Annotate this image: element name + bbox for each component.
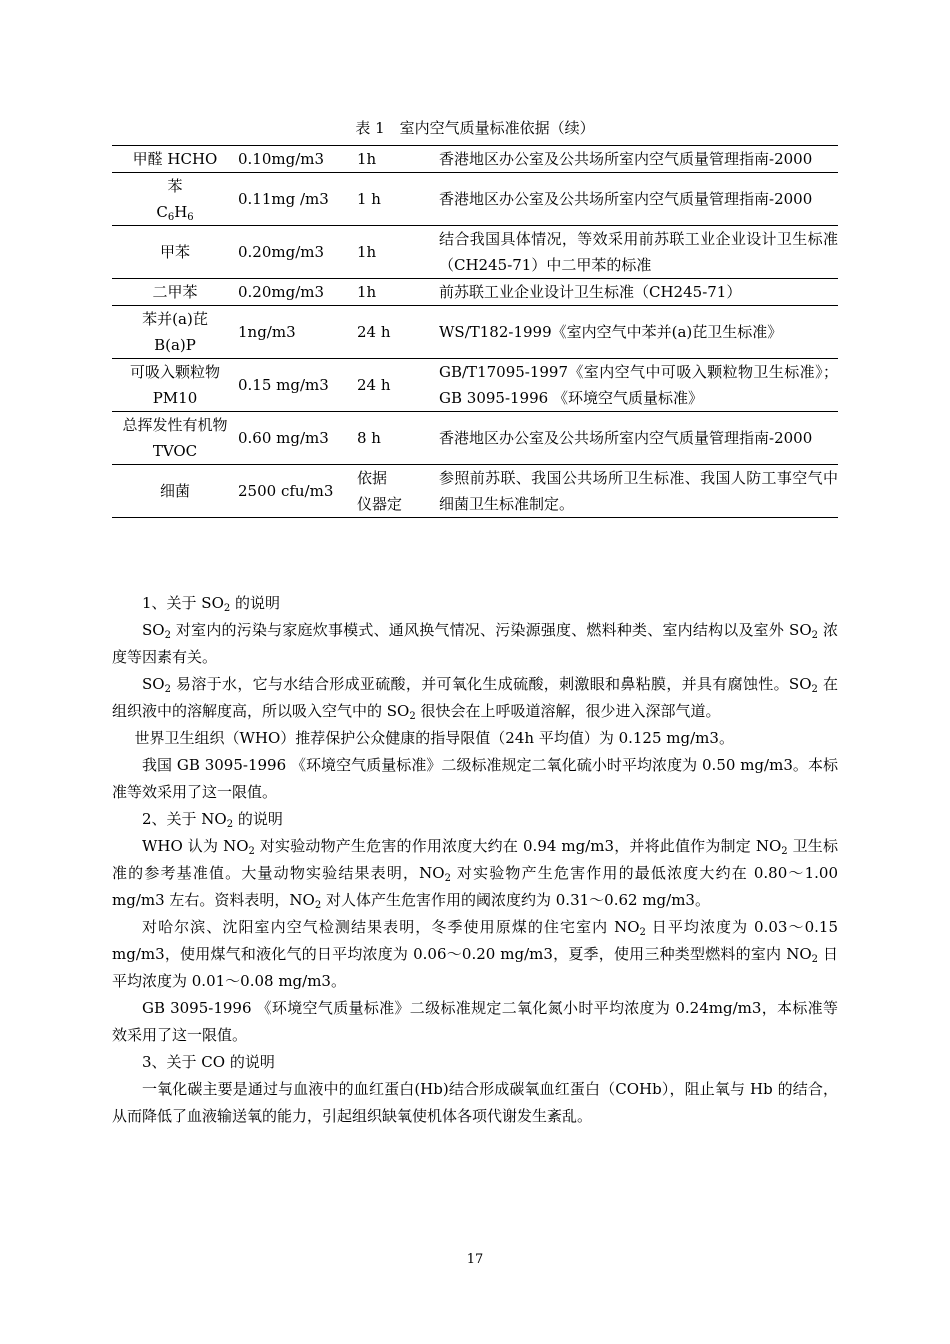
paragraph: GB 3095-1996 《环境空气质量标准》二级标准规定二氧化氮小时平均浓度为 0.24mg/m3，本标准等效采用了这一限值。 [112, 999, 838, 1044]
table-row [112, 465, 838, 518]
table-row [112, 226, 838, 279]
paragraph: 对哈尔滨、沈阳室内空气检测结果表明，冬季使用原煤的住宅室内 $NO_2$ 日平均浓度为 0.03～0.15 mg/m3，使用煤气和液化气的日平均浓度为 0.06～0.20 mg/m3，夏季，使用三种类型燃料的室内 $NO_2$ 日平均浓度为 0.01～0.08 mg/m3。 [112, 918, 838, 990]
standard-basis: 香港地区办公室及公共场所室内空气质量管理指南-2000 [439, 190, 813, 208]
paragraph: 我国 GB 3095-1996 《环境空气质量标准》二级标准规定二氧化硫小时平均浓度为 0.50 mg/m3。本标准等效采用了这一限值。 [112, 756, 838, 801]
pollutant-name: 可吸入颗粒物 PM10 [129, 363, 220, 407]
table-row [112, 146, 838, 173]
pollutant-name: 苯 $C_6H_6$ [156, 177, 194, 223]
averaging-time: 8 h [357, 429, 381, 447]
pollutant-name: 甲苯 [159, 243, 190, 261]
air-quality-table [112, 145, 838, 518]
averaging-time: 24 h [357, 323, 391, 341]
table-row [112, 173, 838, 226]
pollutant-name: 苯并(a)芘 B(a)P [142, 310, 208, 354]
paragraph: $SO_2$ 易溶于水，它与水结合形成亚硫酸，并可氧化生成硫酸，刺激眼和鼻粘膜，并具有腐蚀性。$SO_2$ 在组织液中的溶解度高，所以吸入空气中的 $SO_2$ 很快会在上呼吸道溶解，很少进入深部气道。 [112, 675, 838, 722]
pollutant-name: 总挥发性有机物 TVOC [122, 416, 228, 460]
averaging-time: 依据 仪器定 [357, 469, 403, 513]
standard-basis: 香港地区办公室及公共场所室内空气质量管理指南-2000 [439, 429, 813, 447]
standard-value: 0.15 mg/m3 [238, 376, 329, 394]
standard-value: 0.11mg /m3 [238, 190, 329, 208]
paragraph: 一氧化碳主要是通过与血液中的血红蛋白(Hb)结合形成碳氧血红蛋白（COHb），阻止氧与 Hb 的结合，从而降低了血液输送氧的能力，引起组织缺氧使机体各项代谢发生紊乱。 [112, 1080, 838, 1125]
averaging-time: 1h [357, 283, 377, 301]
standard-basis: 参照前苏联、我国公共场所卫生标准、我国人防工事空气中细菌卫生标准制定。 [439, 469, 838, 513]
standard-value: 1ng/m3 [238, 323, 296, 341]
standard-basis: 香港地区办公室及公共场所室内空气质量管理指南-2000 [439, 150, 813, 168]
table-row [112, 306, 838, 359]
table-row [112, 279, 838, 306]
averaging-time: 1 h [357, 190, 381, 208]
standard-value: 0.20mg/m3 [238, 243, 325, 261]
section-heading-no2: 2、关于 $NO_2$ 的说明 [142, 810, 283, 830]
pollutant-name: 二甲苯 [152, 283, 198, 301]
paragraph: WHO 认为 $NO_2$ 对实验动物产生危害的作用浓度大约在 0.94 mg/m3，并将此值作为制定 $NO_2$ 卫生标准的参考基准值。大量动物实验结果表明，$NO_2$ 对实验物产生危害作用的最低浓度大约在 0.80～1.00 mg/m3 左右。资料表明，$NO_2$ 对人体产生危害作用的阈浓度约为 0.31～0.62 mg/m3。 [112, 837, 838, 911]
pollutant-name: 甲醛 HCHO [132, 150, 218, 168]
paragraph: 世界卫生组织（WHO）推荐保护公众健康的指导限值（24h 平均值）为 0.125 mg/m3。 [134, 729, 734, 747]
averaging-time: 1h [357, 150, 377, 168]
paragraph: $SO_2$ 对室内的污染与家庭炊事模式、通风换气情况、污染源强度、燃料种类、室内结构以及室外 $SO_2$ 浓度等因素有关。 [112, 621, 838, 666]
standard-value: 2500 cfu/m3 [238, 482, 334, 500]
averaging-time: 1h [357, 243, 377, 261]
standard-basis: 前苏联工业企业设计卫生标准（CH245-71） [439, 283, 742, 301]
table-caption: 表 1 室内空气质量标准依据（续） [355, 119, 595, 137]
standard-value: 0.20mg/m3 [238, 283, 325, 301]
standard-value: 0.10mg/m3 [238, 150, 325, 168]
standard-value: 0.60 mg/m3 [238, 429, 329, 447]
section-heading-co: 3、关于 CO 的说明 [142, 1053, 275, 1071]
table-row [112, 412, 838, 465]
table-row [112, 359, 838, 412]
pollutant-name: 细菌 [159, 482, 190, 500]
standard-basis: 结合我国具体情况，等效采用前苏联工业企业设计卫生标准（CH245-71）中二甲苯的标准 [439, 230, 838, 274]
standard-basis: GB/T17095-1997《室内空气中可吸入颗粒物卫生标准》；GB 3095-1996 《环境空气质量标准》 [439, 363, 838, 407]
standard-basis: WS/T182-1999《室内空气中苯并(a)芘卫生标准》 [439, 323, 783, 341]
section-heading-so2: 1、关于 $SO_2$ 的说明 [142, 594, 281, 614]
body-text [112, 590, 838, 1130]
page-number: 17 [466, 1252, 484, 1267]
averaging-time: 24 h [357, 376, 391, 394]
